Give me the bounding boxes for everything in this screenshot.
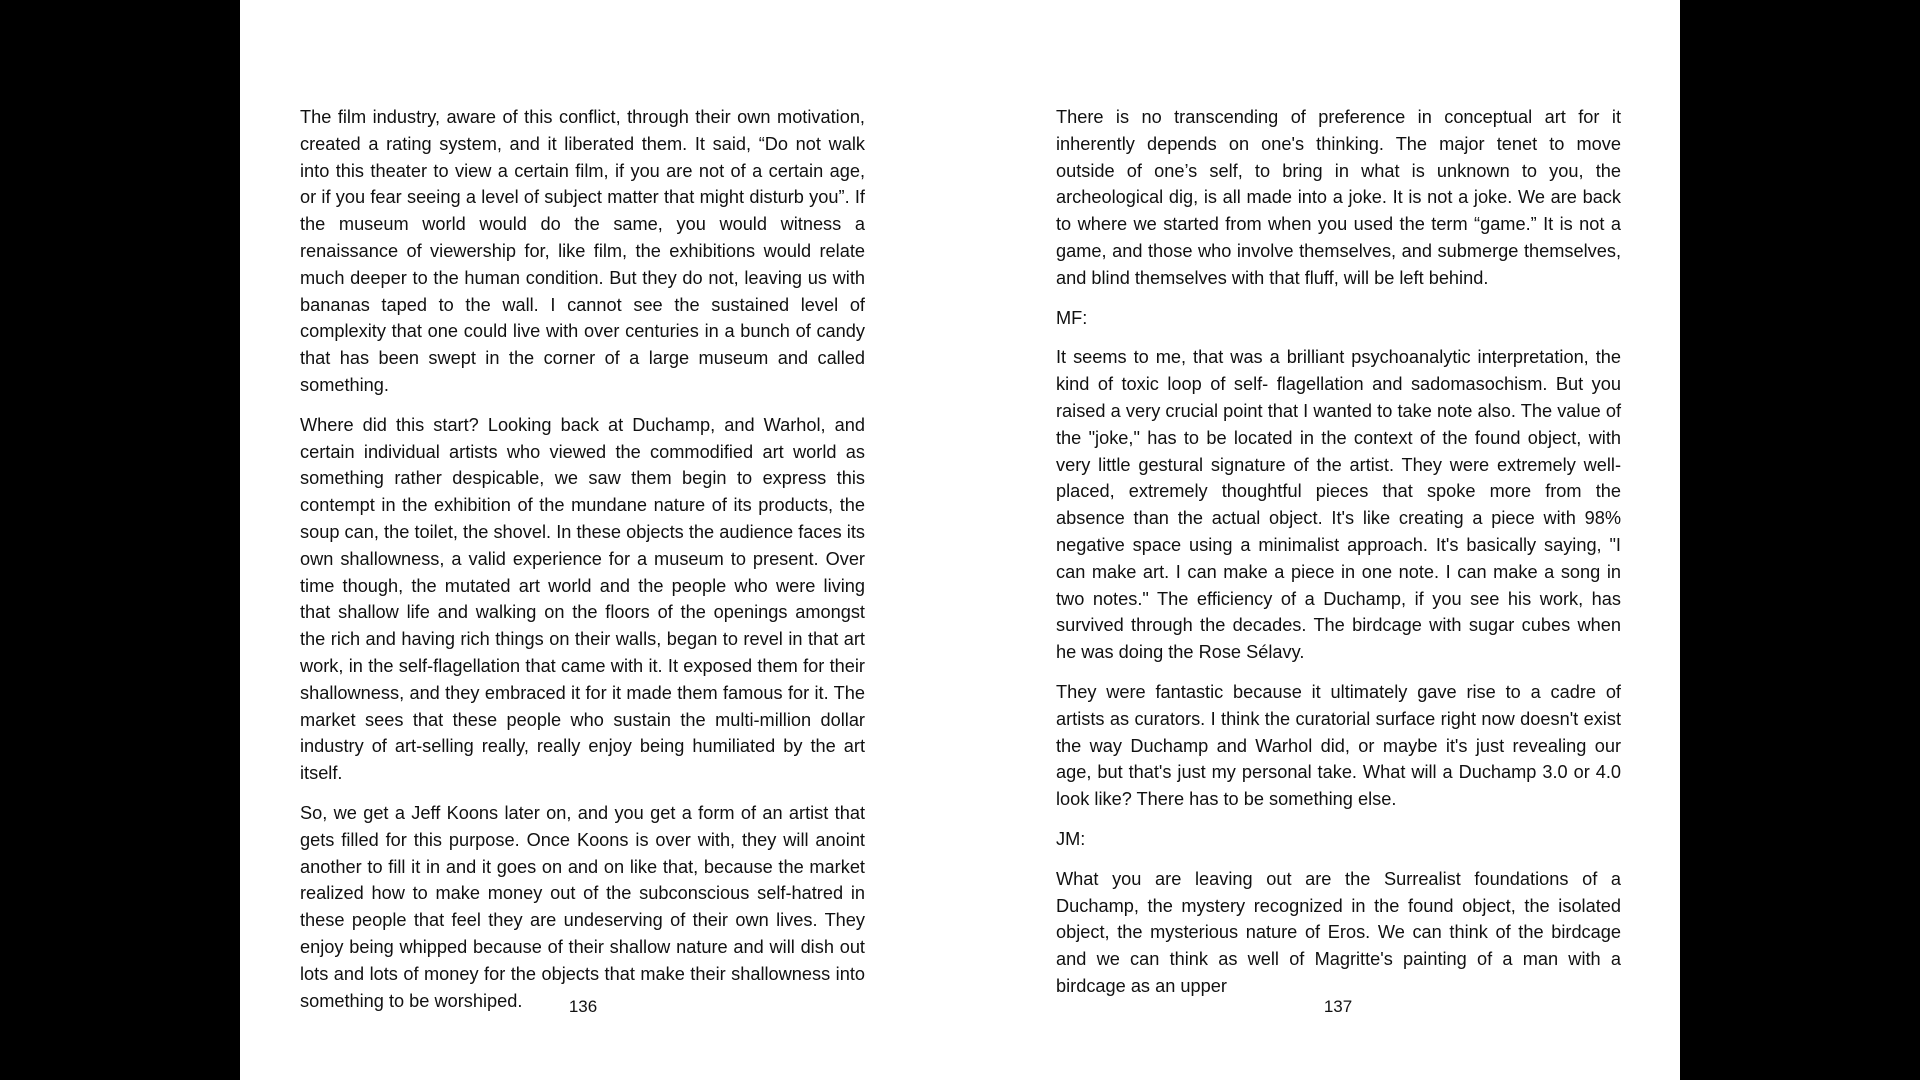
paragraph: So, we get a Jeff Koons later on, and you get a form of an artist that gets filled for this purpose. Once Koons is over with, they will anoint another to fill it in and it goes on and on like that, because the market realized how to make money out of the subconscious self-hatred in these people that feel they are undeserving of their own lives. They enjoy being whipped because of their shallow nature and will dish out lots and lots of money for the objects that make their shallowness into something to be worshiped.: [300, 802, 865, 1011]
right-page-text: [1056, 104, 1621, 1013]
left-page: [240, 0, 960, 1080]
speaker-label: MF:: [1056, 307, 1088, 328]
paragraph: They were fantastic because it ultimately gave rise to a cadre of artists as curators. I think the curatorial surface right now doesn't exist the way Duchamp and Warhol did, or maybe it's just revealing our age, but that's just my personal take. What will a Duchamp 3.0 or 4.0 look like? There has to be something else.: [1056, 681, 1621, 810]
left-page-text: [300, 104, 865, 1027]
page-number: 137: [1323, 997, 1353, 1016]
paragraph: There is no transcending of preference in conceptual art for it inherently depends on one's thinking. The major tenet to move outside of one’s self, to bring in what is unknown to you, the archeological dig, is all made into a joke. It is not a joke. We are back to where we started from when you used the term “game.” It is not a game, and those who involve themselves, and submerge themselves, and blind themselves with that fluff, will be left behind.: [1056, 107, 1621, 288]
right-page: [960, 0, 1680, 1080]
paragraph: The film industry, aware of this conflict, through their own motivation, created a rating system, and it liberated them. It said, “Do not walk into this theater to view a certain film, if you are not of a certain age, or if you fear seeing a level of subject matter that might disturb you”. If the museum world would do the same, you would witness a renaissance of viewership for, like film, the exhibitions would relate much deeper to the human condition. But they do not, leaving us with bananas taped to the wall. I cannot see the sustained level of complexity that one could live with over centuries in a bunch of candy that has been swept in the corner of a large museum and called something.: [300, 107, 865, 395]
page-number: 136: [568, 997, 598, 1016]
book-spread: [240, 0, 1680, 1080]
paragraph: What you are leaving out are the Surrealist foundations of a Duchamp, the mystery recognized in the found object, the isolated object, the mysterious nature of Eros. We can think of the birdcage and we can think as well of Magritte's painting of a man with a birdcage as an upper: [1056, 868, 1621, 996]
speaker-label: JM:: [1056, 828, 1086, 849]
paragraph: It seems to me, that was a brilliant psychoanalytic interpretation, the kind of toxic loop of self- flagellation and sadomasochism. But you raised a very crucial point that I wanted to take note also. The value of the "joke," has to be located in the context of the found object, with very little gestural signature of the artist. They were extremely well-placed, extremely thoughtful pieces that spoke more from the absence than the actual object. It's like creating a piece with 98% negative space using a minimalist approach. It's basically saying, "I can make art. I can make a piece in one note. I can make a song in two notes." The efficiency of a Duchamp, if you see his work, has survived through the decades. The birdcage with sugar cubes when he was doing the Rose Sélavy.: [1056, 347, 1621, 663]
paragraph: Where did this start? Looking back at Duchamp, and Warhol, and certain individual artists who viewed the commodified art world as something rather despicable, we saw them begin to express this contempt in the exhibition of the mundane nature of its products, the soup can, the toilet, the shovel. In these objects the audience faces its own shallowness, a valid experience for a museum to present. Over time though, the mutated art world and the people who were living that shallow life and walking on the floors of the openings amongst the rich and having rich things on their walls, began to revel in that art work, in the self-flagellation that came with it. It exposed them for their shallowness, and they embraced it for it made them famous for it. The market sees that these people who sustain the multi-million dollar industry of art-selling really, really enjoy being humiliated by the art itself.: [300, 414, 865, 784]
